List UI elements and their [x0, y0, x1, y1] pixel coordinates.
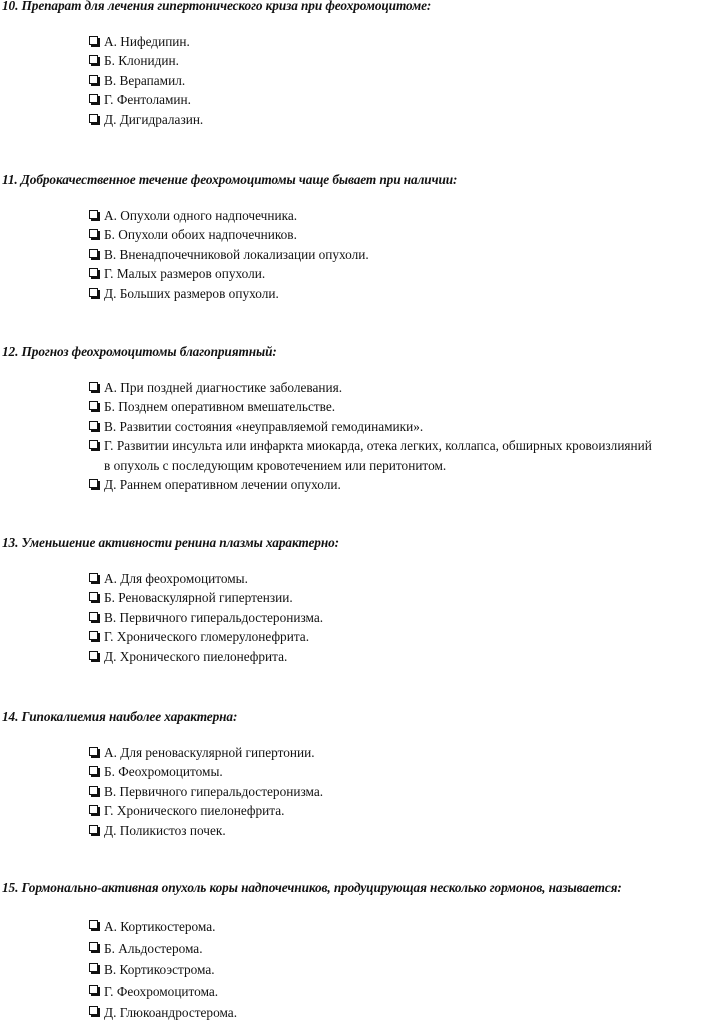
checkbox-icon[interactable] — [89, 114, 98, 123]
option-label: В. Первичного гиперальдостеронизма. — [104, 783, 324, 799]
answer-option-d[interactable] — [89, 821, 709, 840]
answer-option-v[interactable] — [89, 959, 709, 981]
checkbox-icon[interactable] — [89, 94, 98, 103]
option-label: Д. Раннем оперативном лечении опухоли. — [104, 477, 341, 493]
question-10 — [0, 0, 716, 127]
answer-option-b[interactable] — [89, 762, 709, 781]
answer-option-a[interactable] — [89, 569, 709, 588]
answer-option-v[interactable] — [89, 245, 709, 264]
checkbox-icon[interactable] — [89, 229, 98, 238]
question-15 — [0, 880, 716, 1020]
option-label: Г. Фентоламин. — [104, 92, 191, 108]
answer-option-d[interactable] — [89, 475, 709, 494]
checkbox-icon[interactable] — [89, 963, 98, 972]
answer-options — [89, 378, 709, 494]
question-title: 13. Уменьшение активности ренина плазмы характерно: — [2, 535, 339, 550]
checkbox-icon[interactable] — [89, 766, 98, 775]
checkbox-icon[interactable] — [89, 440, 98, 449]
option-label: В. Вненадпочечниковой локализации опухоли. — [104, 246, 369, 262]
answer-options — [89, 32, 709, 129]
answer-option-d[interactable] — [89, 647, 709, 666]
answer-option-v[interactable] — [89, 782, 709, 801]
answer-option-g[interactable] — [89, 90, 709, 109]
option-label: Д. Хронического пиелонефрита. — [104, 648, 288, 664]
option-label: Б. Альдостерома. — [104, 940, 203, 956]
question-title: 12. Прогноз феохромоцитомы благоприятный: — [2, 344, 277, 359]
option-label: В. Первичного гиперальдостеронизма. — [104, 609, 324, 625]
option-label: Д. Дигидралазин. — [104, 111, 204, 127]
answer-options — [89, 569, 709, 666]
checkbox-icon[interactable] — [89, 651, 98, 660]
checkbox-icon[interactable] — [89, 573, 98, 582]
answer-option-a[interactable] — [89, 378, 709, 397]
answer-options — [89, 916, 709, 1024]
question-title: 11. Доброкачественное течение феохромоцитомы чаще бывает при наличии: — [2, 172, 458, 187]
checkbox-icon[interactable] — [89, 805, 98, 814]
option-label: Д. Глюкоандростерома. — [104, 1005, 238, 1020]
option-label-continuation: в опухоль с последующим кровотечением или перитонитом. — [104, 457, 447, 473]
option-label: А. Нифедипин. — [104, 34, 190, 49]
question-title: 15. Гормонально-активная опухоль коры надпочечников, продуцирующая несколько гормонов, называется: — [2, 880, 622, 895]
checkbox-icon[interactable] — [89, 75, 98, 84]
question-title: 10. Препарат для лечения гипертонического криза при феохромоцитоме: — [2, 0, 432, 13]
checkbox-icon[interactable] — [89, 210, 98, 219]
checkbox-icon[interactable] — [89, 288, 98, 297]
answer-option-v[interactable] — [89, 417, 709, 436]
answer-option-b[interactable] — [89, 938, 709, 960]
answer-option-v[interactable] — [89, 608, 709, 627]
option-label: Г. Хронического пиелонефрита. — [104, 803, 285, 819]
checkbox-icon[interactable] — [89, 382, 98, 391]
answer-option-g[interactable] — [89, 436, 709, 475]
checkbox-icon[interactable] — [89, 1006, 98, 1015]
answer-option-g[interactable] — [89, 264, 709, 283]
option-label: А. Опухоли одного надпочечника. — [104, 208, 298, 223]
checkbox-icon[interactable] — [89, 825, 98, 834]
checkbox-icon[interactable] — [89, 268, 98, 277]
answer-options — [89, 206, 709, 303]
answer-option-d[interactable] — [89, 284, 709, 303]
question-13 — [0, 535, 716, 664]
option-label: Г. Феохромоцитома. — [104, 983, 219, 999]
checkbox-icon[interactable] — [89, 786, 98, 795]
question-12 — [0, 344, 716, 493]
checkbox-icon[interactable] — [89, 55, 98, 64]
option-label: Б. Опухоли обоих надпочечников. — [104, 227, 297, 243]
question-14 — [0, 709, 716, 838]
checkbox-icon[interactable] — [89, 249, 98, 258]
option-label: Д. Больших размеров опухоли. — [104, 285, 279, 301]
option-label: А. Для реноваскулярной гипертонии. — [104, 745, 315, 760]
answer-option-b[interactable] — [89, 588, 709, 607]
checkbox-icon[interactable] — [89, 747, 98, 756]
checkbox-icon[interactable] — [89, 401, 98, 410]
option-label: Б. Позднем оперативном вмешательстве. — [104, 399, 336, 415]
question-11 — [0, 172, 716, 301]
checkbox-icon[interactable] — [89, 421, 98, 430]
option-label: Д. Поликистоз почек. — [104, 822, 226, 838]
answer-option-d[interactable] — [89, 1002, 709, 1024]
checkbox-icon[interactable] — [89, 942, 98, 951]
answer-option-d[interactable] — [89, 110, 709, 129]
checkbox-icon[interactable] — [89, 920, 98, 929]
checkbox-icon[interactable] — [89, 631, 98, 640]
answer-option-g[interactable] — [89, 627, 709, 646]
question-title: 14. Гипокалиемия наиболее характерна: — [2, 709, 238, 724]
option-label: А. При поздней диагностике заболевания. — [104, 380, 343, 395]
answer-options — [89, 743, 709, 840]
answer-option-b[interactable] — [89, 397, 709, 416]
answer-option-a[interactable] — [89, 206, 709, 225]
answer-option-v[interactable] — [89, 71, 709, 90]
answer-option-b[interactable] — [89, 51, 709, 70]
option-label: Г. Хронического гломерулонефрита. — [104, 629, 310, 645]
answer-option-g[interactable] — [89, 981, 709, 1003]
answer-option-a[interactable] — [89, 916, 709, 938]
option-label: А. Для феохромоцитомы. — [104, 571, 248, 586]
option-label: Г. Малых размеров опухоли. — [104, 266, 266, 282]
option-label: В. Развитии состояния «неуправляемой гемодинамики». — [104, 418, 424, 434]
option-label: Б. Реноваскулярной гипертензии. — [104, 590, 293, 606]
checkbox-icon[interactable] — [89, 36, 98, 45]
option-label: В. Верапамил. — [104, 72, 186, 88]
checkbox-icon[interactable] — [89, 479, 98, 488]
answer-option-g[interactable] — [89, 801, 709, 820]
answer-option-a[interactable] — [89, 32, 709, 51]
option-label: В. Кортикоэстрома. — [104, 962, 215, 977]
option-label: Б. Феохромоцитомы. — [104, 764, 223, 780]
option-label: А. Кортикостерома. — [104, 919, 216, 934]
option-label: Б. Клонидин. — [104, 53, 179, 69]
checkbox-icon[interactable] — [89, 592, 98, 601]
answer-option-a[interactable] — [89, 743, 709, 762]
checkbox-icon[interactable] — [89, 612, 98, 621]
answer-option-b[interactable] — [89, 225, 709, 244]
option-label: Г. Развитии инсульта или инфаркта миокарда, отека легких, коллапса, обширных кровоизлияний — [104, 438, 652, 454]
checkbox-icon[interactable] — [89, 985, 98, 994]
